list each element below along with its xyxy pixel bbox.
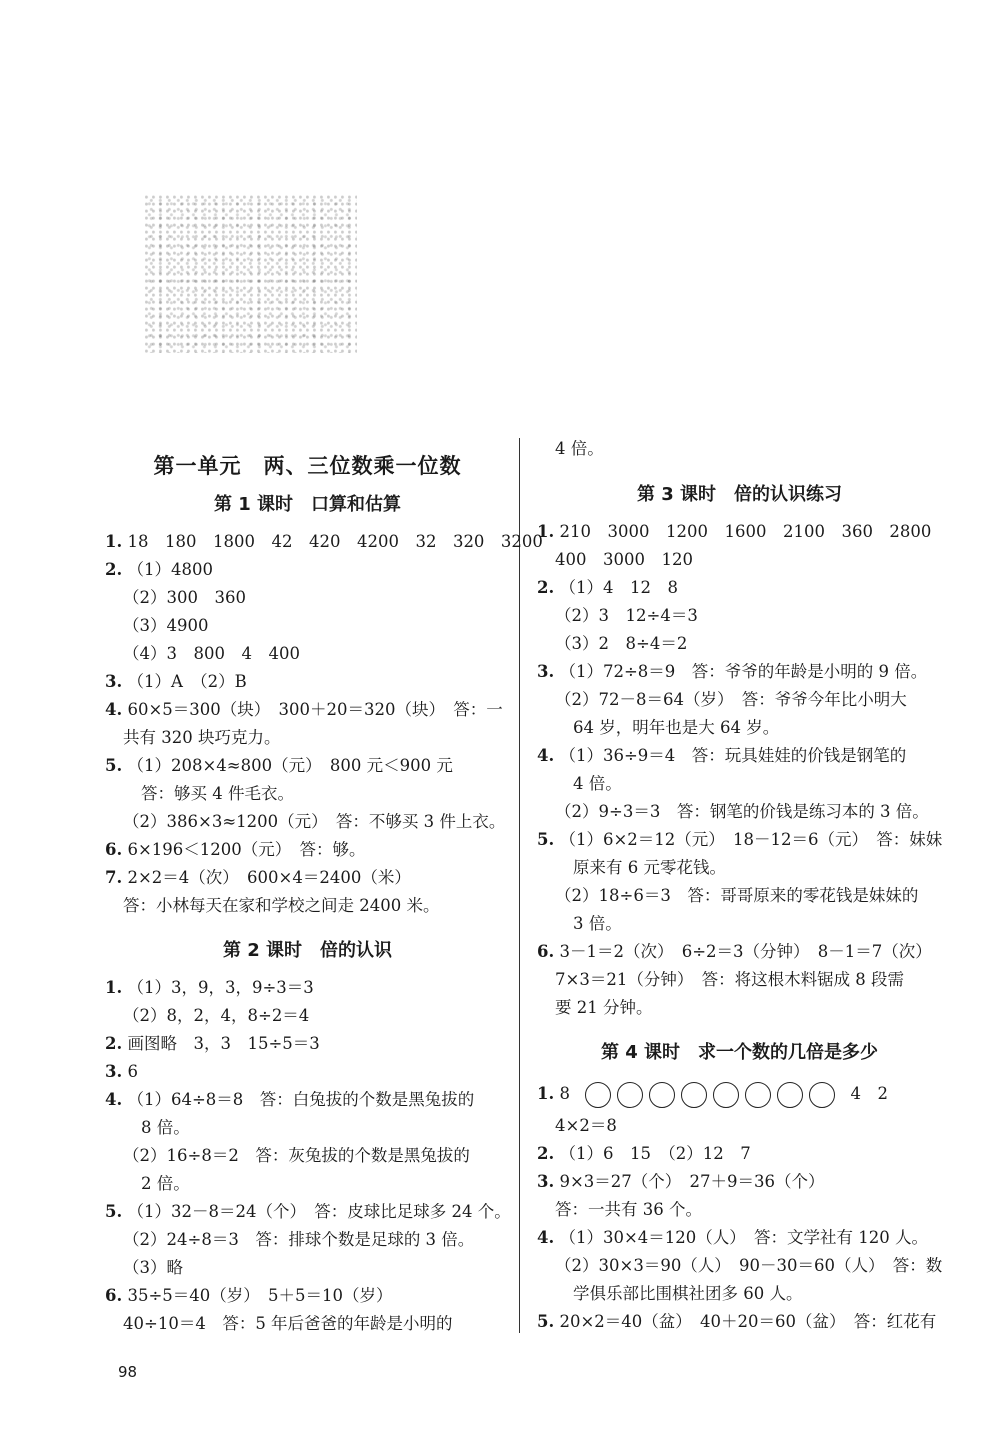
answer-line: （2）24÷8＝3 答：排球个数是足球的 3 倍。 [123, 1230, 475, 1249]
answer-line [537, 658, 942, 686]
lesson-4-title: 第 4 课时 求一个数的几倍是多少 [600, 1042, 879, 1063]
item-number: 6. [537, 942, 555, 961]
answer-line [537, 826, 942, 854]
item-number: 5. [537, 830, 555, 849]
answer-line: （3）2 8÷4＝2 [555, 634, 688, 653]
answer-text: （1）4 12 8 [559, 578, 678, 597]
answer-line [537, 1224, 942, 1252]
answer-text: 8 [559, 1084, 570, 1103]
answer-line: 7×3＝21（分钟） 答：将这根木料锯成 8 段需 [555, 970, 905, 989]
answer-text: （1）64÷8＝8 答：白兔拔的个数是黑兔拔的 [127, 1090, 475, 1109]
lesson-2-title: 第 2 课时 倍的认识 [222, 940, 393, 961]
answer-line: 3 倍。 [573, 914, 622, 933]
item-number: 4. [105, 700, 123, 719]
answer-line [105, 974, 510, 1002]
left-column [105, 440, 543, 1338]
answer-text: 20×2＝40（盆） 40＋20＝60（盆） 答：红花有 [559, 1312, 937, 1331]
item-number: 1. [105, 978, 123, 997]
item-number: 3. [105, 672, 123, 691]
answer-text: （1）4800 [127, 560, 213, 579]
answer-line: 4 倍。 [555, 439, 604, 458]
answer-text: （1）6×2＝12（元） 18－12＝6（元） 答：妹妹 [559, 830, 943, 849]
answer-text: （1）72÷8＝9 答：爷爷的年龄是小明的 9 倍。 [559, 662, 928, 681]
item-number: 3. [537, 662, 555, 681]
answer-line [105, 1058, 510, 1086]
answer-line [105, 668, 510, 696]
answer-line [105, 528, 543, 556]
answer-text: （1）208×4≈800（元） 800 元＜900 元 [127, 756, 453, 775]
item-number: 1. [105, 532, 123, 551]
answer-line: 学俱乐部比围棋社团多 60 人。 [573, 1284, 803, 1303]
circle-diagram [585, 1082, 835, 1108]
answer-line [105, 836, 510, 864]
column-divider [519, 438, 520, 1333]
answer-line: 答：小林每天在家和学校之间走 2400 米。 [123, 896, 440, 915]
lesson-1-title: 第 1 课时 口算和估算 [213, 494, 402, 515]
circle-icon [745, 1082, 771, 1108]
answer-line: （3）4900 [123, 616, 209, 635]
answer-line [105, 1086, 510, 1114]
item-number: 3. [105, 1062, 123, 1081]
answer-line: （3）略 [123, 1258, 183, 1277]
circle-icon [809, 1082, 835, 1108]
answer-line: 400 3000 120 [555, 550, 693, 569]
item-number: 2. [105, 1034, 123, 1053]
circle-icon [649, 1082, 675, 1108]
answer-line: 原来有 6 元零花钱。 [573, 858, 726, 877]
answer-text: 18 180 1800 42 420 4200 32 320 3200 [127, 532, 543, 551]
answer-text: 2×2＝4（次） 600×4＝2400（米） [127, 868, 411, 887]
answer-line: （4）3 800 4 400 [123, 644, 300, 663]
answer-line: （2）3 12÷4＝3 [555, 606, 698, 625]
answer-line: 共有 320 块巧克力。 [123, 728, 281, 747]
answer-text: 6 [127, 1062, 138, 1081]
answer-line: （2）8，2，4，8÷2＝4 [123, 1006, 310, 1025]
answer-line: （2）18÷6＝3 答：哥哥原来的零花钱是妹妹的 [555, 886, 919, 905]
answer-line: （2）386×3≈1200（元） 答：不够买 3 件上衣。 [123, 812, 506, 831]
item-number: 7. [105, 868, 123, 887]
answer-line [537, 1308, 942, 1336]
answer-line [537, 518, 942, 546]
answer-line [537, 938, 942, 966]
item-number: 4. [537, 746, 555, 765]
answer-line: （2）30×3＝90（人） 90－30＝60（人） 答：数 [555, 1256, 943, 1275]
answer-text: （1）3，9，3，9÷3＝3 [127, 978, 314, 997]
answer-line: （2）72－8＝64（岁） 答：爷爷今年比小明大 [555, 690, 907, 709]
unit-title: 第一单元 两、三位数乘一位数 [153, 454, 462, 478]
answer-line: 64 岁，明年也是大 64 岁。 [573, 718, 780, 737]
item-number: 2. [537, 1144, 555, 1163]
circle-icon [713, 1082, 739, 1108]
item-number: 3. [537, 1172, 555, 1191]
answer-text: 35÷5＝40（岁） 5＋5＝10（岁） [127, 1286, 393, 1305]
item-number: 4. [105, 1090, 123, 1109]
answer-line [537, 1168, 942, 1196]
answer-line: 4×2＝8 [555, 1116, 617, 1135]
answer-text: 3－1＝2（次） 6÷2＝3（分钟） 8－1＝7（次） [559, 942, 932, 961]
answer-text: （1）32－8＝24（个） 答：皮球比足球多 24 个。 [127, 1202, 511, 1221]
answer-text: 60×5＝300（块） 300＋20＝320（块） 答：一 [127, 700, 503, 719]
answer-line [537, 1076, 942, 1112]
right-column [537, 440, 942, 1336]
answer-line [105, 864, 510, 892]
item-number: 1. [537, 522, 555, 541]
answer-line: 答：够买 4 件毛衣。 [141, 784, 294, 803]
item-number: 4. [537, 1228, 555, 1247]
answer-text: 4 2 [850, 1084, 888, 1103]
answer-line: 答：一共有 36 个。 [555, 1200, 702, 1219]
circle-icon [617, 1082, 643, 1108]
page-number: 98 [118, 1363, 138, 1381]
answer-text: （1）A （2）B [127, 672, 247, 691]
answer-line [105, 1030, 510, 1058]
answer-line: （2）9÷3＝3 答：钢笔的价钱是练习本的 3 倍。 [555, 802, 929, 821]
answer-text: 210 3000 1200 1600 2100 360 2800 [559, 522, 932, 541]
answer-text: 6×196＜1200（元） 答：够。 [127, 840, 366, 859]
circle-icon [585, 1082, 611, 1108]
item-number: 1. [537, 1084, 555, 1103]
answer-line [537, 742, 942, 770]
answer-line: 4 倍。 [573, 774, 622, 793]
answer-text: （1）36÷9＝4 答：玩具娃娃的价钱是钢笔的 [559, 746, 907, 765]
item-number: 6. [105, 1286, 123, 1305]
answer-line: （2）300 360 [123, 588, 246, 607]
answer-line [105, 1282, 510, 1310]
answer-line: 8 倍。 [141, 1118, 190, 1137]
answer-line [105, 1198, 510, 1226]
item-number: 5. [105, 756, 123, 775]
answer-text: （1）6 15 （2）12 7 [559, 1144, 751, 1163]
answer-line [537, 1140, 942, 1168]
answer-line [105, 556, 510, 584]
item-number: 5. [537, 1312, 555, 1331]
answer-line: （2）16÷8＝2 答：灰兔拔的个数是黑兔拔的 [123, 1146, 470, 1165]
item-number: 5. [105, 1202, 123, 1221]
answer-text: （1）30×4＝120（人） 答：文学社有 120 人。 [559, 1228, 929, 1247]
lesson-3-title: 第 3 课时 倍的认识练习 [636, 484, 843, 505]
answer-line: 40÷10＝4 答：5 年后爸爸的年龄是小明的 [123, 1314, 453, 1333]
answer-line: 2 倍。 [141, 1174, 190, 1193]
circle-icon [681, 1082, 707, 1108]
item-number: 2. [537, 578, 555, 597]
answer-line [105, 752, 510, 780]
answer-text: 9×3＝27（个） 27＋9＝36（个） [559, 1172, 825, 1191]
item-number: 6. [105, 840, 123, 859]
item-number: 2. [105, 560, 123, 579]
answer-line: 要 21 分钟。 [555, 998, 653, 1017]
noise-image [145, 195, 357, 353]
answer-line [105, 696, 510, 724]
answer-text: 画图略 3，3 15÷5＝3 [127, 1034, 320, 1053]
answer-line [537, 574, 942, 602]
circle-icon [777, 1082, 803, 1108]
